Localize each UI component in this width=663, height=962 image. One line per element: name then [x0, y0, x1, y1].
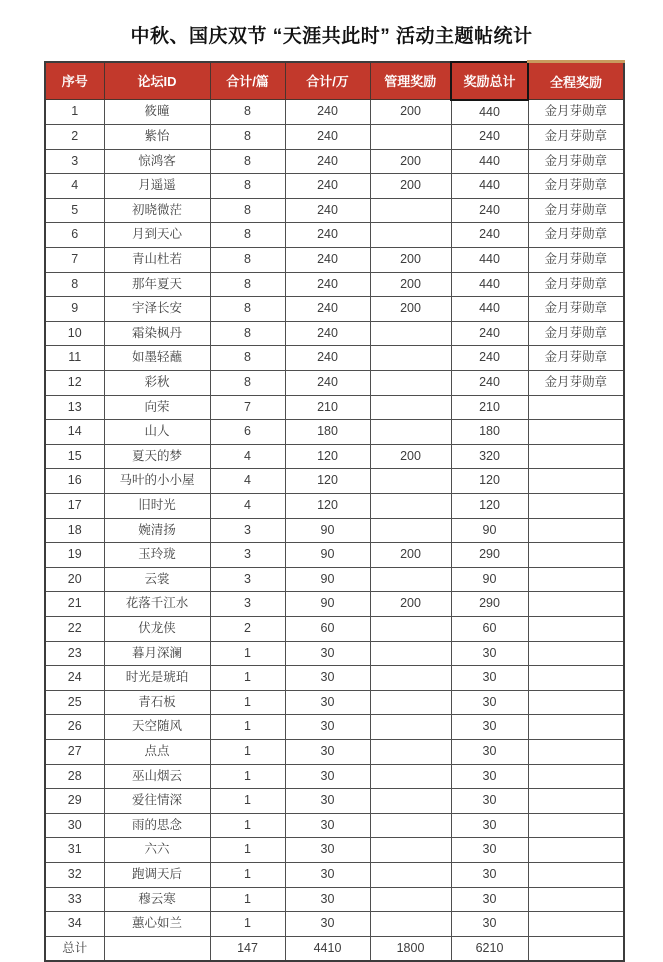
cell-posts: 8: [210, 371, 285, 396]
cell-wan: 120: [285, 469, 370, 494]
cell-wan: 90: [285, 567, 370, 592]
cell-reward-total: 120: [451, 494, 528, 519]
cell-posts: 4: [210, 444, 285, 469]
cell-forum-id: 巫山烟云: [104, 764, 210, 789]
col-header-admin-reward: 管理奖励: [370, 62, 451, 100]
cell-full-reward: [528, 739, 624, 764]
cell-full-reward: 金月芽勋章: [528, 100, 624, 125]
cell-forum-id: 六六: [104, 838, 210, 863]
cell-posts: 1: [210, 764, 285, 789]
cell-wan: 30: [285, 739, 370, 764]
cell-posts: 1: [210, 838, 285, 863]
table-body: [45, 100, 624, 962]
table-row: [45, 149, 624, 174]
cell-wan: 240: [285, 321, 370, 346]
cell-full-reward: 金月芽勋章: [528, 297, 624, 322]
cell-forum-id: 青山杜若: [104, 248, 210, 273]
cell-reward-total: 210: [451, 395, 528, 420]
cell-no: 24: [45, 666, 104, 691]
cell-forum-id: 初晓微茫: [104, 198, 210, 223]
cell-forum-id: 月到天心: [104, 223, 210, 248]
cell-forum-id: 跑调天后: [104, 862, 210, 887]
cell-posts: 8: [210, 297, 285, 322]
cell-wan: 90: [285, 592, 370, 617]
cell-no: 16: [45, 469, 104, 494]
cell-posts: 1: [210, 666, 285, 691]
cell-posts: 3: [210, 518, 285, 543]
cell-no: 14: [45, 420, 104, 445]
cell-no: 10: [45, 321, 104, 346]
cell-full-reward: [528, 764, 624, 789]
cell-wan: 30: [285, 862, 370, 887]
cell-full-reward: 金月芽勋章: [528, 272, 624, 297]
cell-no: 总计: [45, 936, 104, 961]
cell-wan: 240: [285, 346, 370, 371]
table-row: [45, 813, 624, 838]
cell-posts: 1: [210, 715, 285, 740]
table-row: [45, 715, 624, 740]
cell-forum-id: 山人: [104, 420, 210, 445]
cell-forum-id: 伏龙侠: [104, 616, 210, 641]
cell-wan: 30: [285, 641, 370, 666]
col-header-wan: 合计/万: [285, 62, 370, 100]
table-row: [45, 371, 624, 396]
table-row: [45, 420, 624, 445]
cell-no: 26: [45, 715, 104, 740]
cell-posts: 8: [210, 149, 285, 174]
table-row: [45, 641, 624, 666]
cell-full-reward: 金月芽勋章: [528, 346, 624, 371]
cell-admin-reward: [370, 666, 451, 691]
cell-full-reward: [528, 813, 624, 838]
table-row: [45, 125, 624, 150]
cell-reward-total: 30: [451, 912, 528, 937]
cell-no: 9: [45, 297, 104, 322]
table-row: [45, 272, 624, 297]
page-title: 中秋、国庆双节 “天涯共此时” 活动主题帖统计: [130, 26, 533, 47]
cell-admin-reward: [370, 789, 451, 814]
table-row: [45, 838, 624, 863]
cell-reward-total: 6210: [451, 936, 528, 961]
cell-reward-total: 320: [451, 444, 528, 469]
cell-no: 3: [45, 149, 104, 174]
cell-no: 18: [45, 518, 104, 543]
cell-admin-reward: [370, 371, 451, 396]
cell-full-reward: 金月芽勋章: [528, 125, 624, 150]
table-row: [45, 444, 624, 469]
cell-full-reward: [528, 887, 624, 912]
cell-reward-total: 290: [451, 543, 528, 568]
table-row: [45, 887, 624, 912]
cell-forum-id: 天空随风: [104, 715, 210, 740]
cell-forum-id: 云裳: [104, 567, 210, 592]
cell-posts: 6: [210, 420, 285, 445]
cell-admin-reward: [370, 125, 451, 150]
cell-reward-total: 240: [451, 346, 528, 371]
cell-admin-reward: 200: [370, 272, 451, 297]
cell-no: 1: [45, 100, 104, 125]
cell-reward-total: 290: [451, 592, 528, 617]
table-row: [45, 567, 624, 592]
cell-posts: 8: [210, 100, 285, 125]
cell-forum-id: 月遥遥: [104, 174, 210, 199]
cell-no: 31: [45, 838, 104, 863]
cell-admin-reward: [370, 616, 451, 641]
table-row: [45, 469, 624, 494]
cell-reward-total: 180: [451, 420, 528, 445]
cell-wan: 240: [285, 198, 370, 223]
header-row: [45, 62, 624, 100]
cell-wan: 30: [285, 838, 370, 863]
cell-full-reward: 金月芽勋章: [528, 174, 624, 199]
cell-admin-reward: [370, 813, 451, 838]
table-row: [45, 518, 624, 543]
col-header-reward-total: 奖励总计: [451, 62, 528, 100]
cell-admin-reward: [370, 862, 451, 887]
cell-admin-reward: [370, 469, 451, 494]
cell-wan: 210: [285, 395, 370, 420]
cell-posts: 7: [210, 395, 285, 420]
cell-admin-reward: [370, 715, 451, 740]
cell-full-reward: 金月芽勋章: [528, 149, 624, 174]
cell-wan: 30: [285, 690, 370, 715]
cell-forum-id: 时光是琥珀: [104, 666, 210, 691]
cell-reward-total: 440: [451, 174, 528, 199]
cell-reward-total: 30: [451, 764, 528, 789]
cell-no: 11: [45, 346, 104, 371]
cell-reward-total: 30: [451, 715, 528, 740]
cell-wan: 30: [285, 715, 370, 740]
cell-admin-reward: 200: [370, 100, 451, 125]
cell-posts: 8: [210, 321, 285, 346]
cell-full-reward: [528, 862, 624, 887]
cell-no: 25: [45, 690, 104, 715]
cell-full-reward: [528, 715, 624, 740]
cell-reward-total: 240: [451, 321, 528, 346]
cell-admin-reward: 200: [370, 543, 451, 568]
cell-wan: 240: [285, 223, 370, 248]
col-header-full-reward: 全程奖励: [528, 62, 624, 100]
cell-admin-reward: 200: [370, 149, 451, 174]
cell-no: 19: [45, 543, 104, 568]
table-row: [45, 666, 624, 691]
table-row: [45, 690, 624, 715]
cell-reward-total: 30: [451, 789, 528, 814]
cell-posts: 1: [210, 789, 285, 814]
cell-forum-id: 穆云寒: [104, 887, 210, 912]
cell-posts: 1: [210, 887, 285, 912]
cell-full-reward: [528, 592, 624, 617]
cell-wan: 30: [285, 912, 370, 937]
cell-full-reward: [528, 395, 624, 420]
cell-reward-total: 240: [451, 198, 528, 223]
table-header: [45, 62, 624, 100]
cell-forum-id: 雨的思念: [104, 813, 210, 838]
cell-full-reward: [528, 518, 624, 543]
cell-no: 30: [45, 813, 104, 838]
cell-wan: 240: [285, 248, 370, 273]
col-header-posts: 合计/篇: [210, 62, 285, 100]
cell-forum-id: 旧时光: [104, 494, 210, 519]
cell-wan: 180: [285, 420, 370, 445]
cell-no: 13: [45, 395, 104, 420]
cell-reward-total: 240: [451, 125, 528, 150]
cell-admin-reward: 200: [370, 174, 451, 199]
cell-reward-total: 30: [451, 641, 528, 666]
cell-admin-reward: 200: [370, 248, 451, 273]
cell-wan: 240: [285, 149, 370, 174]
cell-admin-reward: [370, 223, 451, 248]
cell-full-reward: [528, 469, 624, 494]
cell-full-reward: 金月芽勋章: [528, 371, 624, 396]
cell-reward-total: 60: [451, 616, 528, 641]
cell-wan: 60: [285, 616, 370, 641]
cell-reward-total: 240: [451, 371, 528, 396]
cell-posts: 8: [210, 174, 285, 199]
cell-reward-total: 440: [451, 297, 528, 322]
stats-table: [44, 60, 625, 962]
cell-no: 17: [45, 494, 104, 519]
table-row: [45, 174, 624, 199]
cell-reward-total: 440: [451, 248, 528, 273]
cell-admin-reward: [370, 838, 451, 863]
cell-forum-id: 那年夏天: [104, 272, 210, 297]
cell-forum-id: 筱曈: [104, 100, 210, 125]
cell-forum-id: 霜染枫丹: [104, 321, 210, 346]
table-row: [45, 912, 624, 937]
cell-no: 33: [45, 887, 104, 912]
cell-full-reward: [528, 616, 624, 641]
cell-admin-reward: [370, 764, 451, 789]
cell-no: 12: [45, 371, 104, 396]
table-row: [45, 739, 624, 764]
cell-reward-total: 30: [451, 690, 528, 715]
cell-wan: 30: [285, 887, 370, 912]
cell-posts: 8: [210, 248, 285, 273]
cell-no: 6: [45, 223, 104, 248]
cell-admin-reward: 1800: [370, 936, 451, 961]
cell-reward-total: 30: [451, 739, 528, 764]
table-row: [45, 346, 624, 371]
cell-wan: 120: [285, 444, 370, 469]
cell-admin-reward: [370, 567, 451, 592]
table-row: [45, 764, 624, 789]
cell-forum-id: [104, 936, 210, 961]
cell-posts: 8: [210, 346, 285, 371]
cell-admin-reward: 200: [370, 592, 451, 617]
table-row: [45, 198, 624, 223]
cell-admin-reward: [370, 346, 451, 371]
cell-no: 7: [45, 248, 104, 273]
cell-posts: 3: [210, 592, 285, 617]
cell-wan: 240: [285, 371, 370, 396]
cell-reward-total: 30: [451, 813, 528, 838]
cell-forum-id: 婉清扬: [104, 518, 210, 543]
cell-admin-reward: [370, 494, 451, 519]
col-header-forum-id: 论坛ID: [104, 62, 210, 100]
cell-posts: 1: [210, 690, 285, 715]
cell-admin-reward: [370, 420, 451, 445]
cell-reward-total: 120: [451, 469, 528, 494]
cell-posts: 4: [210, 469, 285, 494]
cell-no: 5: [45, 198, 104, 223]
cell-wan: 240: [285, 100, 370, 125]
cell-forum-id: 如墨轻蘸: [104, 346, 210, 371]
table-row: [45, 100, 624, 125]
cell-posts: 3: [210, 567, 285, 592]
cell-posts: 8: [210, 272, 285, 297]
cell-reward-total: 90: [451, 567, 528, 592]
cell-wan: 4410: [285, 936, 370, 961]
cell-no: 15: [45, 444, 104, 469]
table-row: [45, 321, 624, 346]
cell-no: 29: [45, 789, 104, 814]
cell-admin-reward: [370, 321, 451, 346]
cell-admin-reward: [370, 887, 451, 912]
table-row: [45, 223, 624, 248]
cell-wan: 240: [285, 174, 370, 199]
cell-no: 34: [45, 912, 104, 937]
cell-no: 4: [45, 174, 104, 199]
cell-posts: 1: [210, 912, 285, 937]
cell-full-reward: [528, 838, 624, 863]
cell-full-reward: [528, 494, 624, 519]
cell-admin-reward: [370, 518, 451, 543]
cell-forum-id: 花落千江水: [104, 592, 210, 617]
cell-forum-id: 点点: [104, 739, 210, 764]
cell-full-reward: [528, 641, 624, 666]
cell-no: 28: [45, 764, 104, 789]
cell-forum-id: 玉玲珑: [104, 543, 210, 568]
cell-no: 23: [45, 641, 104, 666]
cell-reward-total: 30: [451, 838, 528, 863]
cell-wan: 240: [285, 297, 370, 322]
cell-posts: 8: [210, 223, 285, 248]
total-row: [45, 936, 624, 961]
cell-forum-id: 马叶的小小屋: [104, 469, 210, 494]
cell-no: 8: [45, 272, 104, 297]
cell-full-reward: [528, 666, 624, 691]
cell-reward-total: 30: [451, 666, 528, 691]
cell-wan: 90: [285, 518, 370, 543]
cell-posts: 8: [210, 125, 285, 150]
cell-wan: 240: [285, 125, 370, 150]
cell-wan: 240: [285, 272, 370, 297]
cell-admin-reward: 200: [370, 297, 451, 322]
cell-admin-reward: [370, 690, 451, 715]
table-row: [45, 616, 624, 641]
cell-posts: 1: [210, 813, 285, 838]
cell-forum-id: 夏天的梦: [104, 444, 210, 469]
col-header-no: 序号: [45, 62, 104, 100]
cell-no: 27: [45, 739, 104, 764]
cell-full-reward: [528, 444, 624, 469]
table-row: [45, 494, 624, 519]
cell-reward-total: 440: [451, 149, 528, 174]
cell-full-reward: 金月芽勋章: [528, 321, 624, 346]
cell-full-reward: 金月芽勋章: [528, 223, 624, 248]
cell-full-reward: [528, 690, 624, 715]
table-row: [45, 592, 624, 617]
cell-wan: 30: [285, 813, 370, 838]
cell-wan: 120: [285, 494, 370, 519]
table-row: [45, 297, 624, 322]
cell-forum-id: 蕙心如兰: [104, 912, 210, 937]
cell-admin-reward: [370, 395, 451, 420]
cell-posts: 3: [210, 543, 285, 568]
cell-wan: 30: [285, 666, 370, 691]
cell-wan: 30: [285, 789, 370, 814]
cell-no: 2: [45, 125, 104, 150]
cell-wan: 30: [285, 764, 370, 789]
cell-full-reward: [528, 789, 624, 814]
table-row: [45, 395, 624, 420]
table-row: [45, 789, 624, 814]
cell-reward-total: 30: [451, 862, 528, 887]
cell-forum-id: 青石板: [104, 690, 210, 715]
cell-full-reward: 金月芽勋章: [528, 198, 624, 223]
cell-reward-total: 30: [451, 887, 528, 912]
cell-posts: 147: [210, 936, 285, 961]
cell-admin-reward: [370, 739, 451, 764]
cell-forum-id: 紫怡: [104, 125, 210, 150]
cell-forum-id: 爱往情深: [104, 789, 210, 814]
cell-posts: 4: [210, 494, 285, 519]
cell-reward-total: 440: [451, 272, 528, 297]
cell-forum-id: 暮月深澜: [104, 641, 210, 666]
cell-admin-reward: [370, 641, 451, 666]
table-row: [45, 248, 624, 273]
cell-posts: 1: [210, 641, 285, 666]
cell-forum-id: 向荣: [104, 395, 210, 420]
cell-full-reward: [528, 420, 624, 445]
cell-posts: 8: [210, 198, 285, 223]
cell-full-reward: [528, 567, 624, 592]
cell-full-reward: [528, 912, 624, 937]
cell-no: 32: [45, 862, 104, 887]
cell-reward-total: 440: [451, 100, 528, 125]
cell-full-reward: [528, 936, 624, 961]
cell-reward-total: 90: [451, 518, 528, 543]
cell-forum-id: 惊鸿客: [104, 149, 210, 174]
cell-admin-reward: [370, 912, 451, 937]
table-row: [45, 862, 624, 887]
table-row: [45, 543, 624, 568]
cell-full-reward: [528, 543, 624, 568]
cell-no: 20: [45, 567, 104, 592]
cell-full-reward: 金月芽勋章: [528, 248, 624, 273]
cell-reward-total: 240: [451, 223, 528, 248]
cell-forum-id: 宇泽长安: [104, 297, 210, 322]
cell-posts: 2: [210, 616, 285, 641]
cell-admin-reward: [370, 198, 451, 223]
cell-posts: 1: [210, 862, 285, 887]
cell-no: 21: [45, 592, 104, 617]
cell-forum-id: 彩秋: [104, 371, 210, 396]
cell-posts: 1: [210, 739, 285, 764]
cell-admin-reward: 200: [370, 444, 451, 469]
cell-wan: 90: [285, 543, 370, 568]
cell-no: 22: [45, 616, 104, 641]
